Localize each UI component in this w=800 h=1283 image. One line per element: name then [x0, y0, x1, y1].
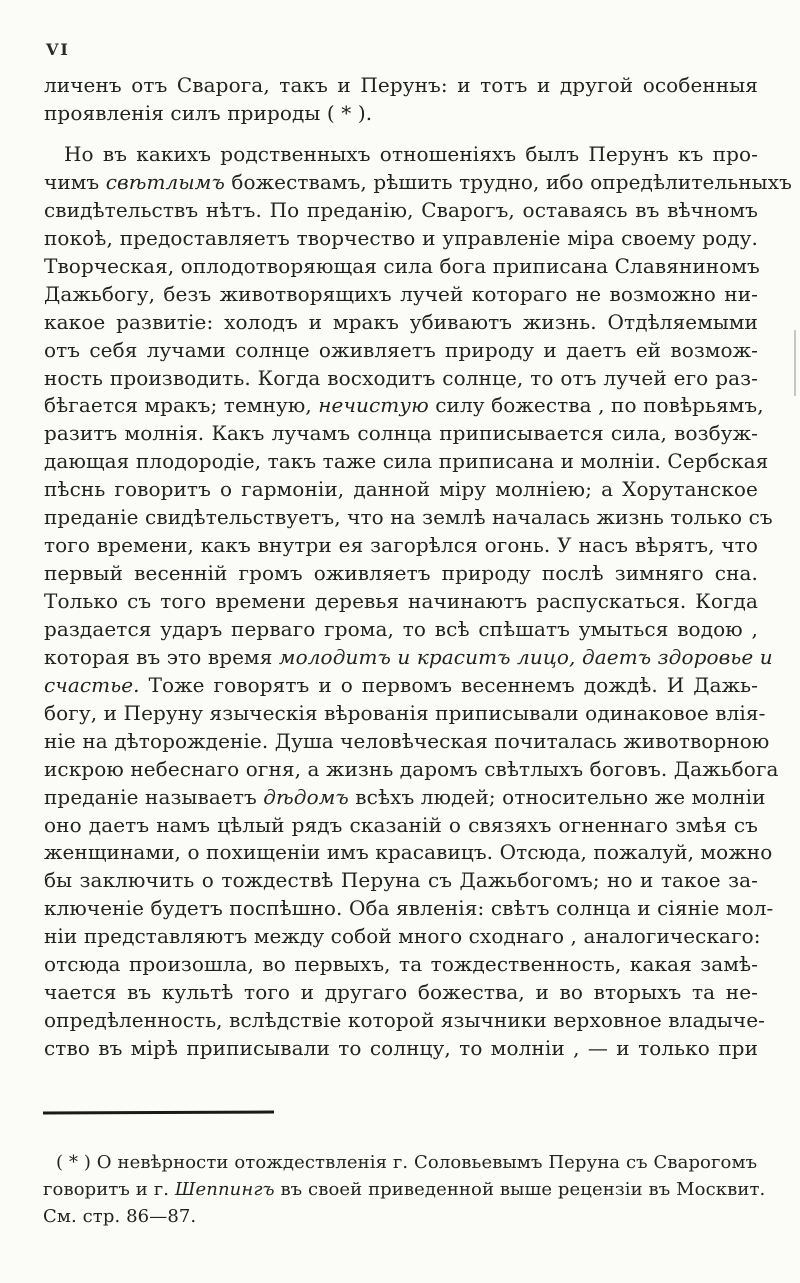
- italic-text: молодитъ и краситъ лицо, даетъ здоровье и: [278, 644, 773, 669]
- text-segment: преданіе свидѣтельствуетъ, что на землѣ началась жизнь только съ: [44, 505, 773, 530]
- footnote-divider: [43, 1110, 274, 1114]
- scan-edge-artifact: [794, 330, 796, 396]
- text-line: [44, 225, 758, 253]
- text-line: [43, 1150, 757, 1177]
- text-line: [44, 392, 764, 420]
- text-segment: божествамъ, рѣшить трудно, ибо опредѣлительныхъ: [224, 169, 792, 194]
- text-segment: говоритъ и г.: [43, 1178, 175, 1200]
- text-segment: Творческая, оплодотворяющая сила бога приписана Славяниномъ: [44, 253, 760, 278]
- paragraph-main: [44, 141, 792, 1063]
- italic-text: дѣдомъ: [263, 784, 349, 809]
- text-segment: богу, и Перуну языческія вѣрованія приписывали одинаковое влія-: [44, 700, 766, 725]
- text-segment: ство въ мірѣ приписывали то солнцу, то молніи , — и только при: [44, 1036, 758, 1060]
- text-line: [44, 141, 758, 169]
- text-segment: преданіе называетъ: [44, 784, 264, 809]
- text-segment: ( * ) О невѣрности отождествленія г. Соловьевымъ Перуна съ Сварогомъ: [56, 1152, 758, 1173]
- text-line: [44, 616, 758, 644]
- text-segment: ніи представляютъ между собой много сходнаго , аналогическаго:: [44, 924, 761, 949]
- text-segment: ніе на дѣторожденіе. Душа человѣческая почиталась животворною: [44, 728, 770, 753]
- text-line: [44, 476, 758, 504]
- text-line: [44, 812, 758, 840]
- text-line: [44, 644, 773, 672]
- text-segment: опредѣленность, вслѣдствіе которой язычники верховное владыче-: [44, 1008, 766, 1033]
- text-line: [44, 728, 770, 756]
- text-segment: личенъ отъ Сварога, такъ и Перунъ: и тотъ и другой особенныя: [44, 73, 758, 97]
- text-line: [44, 309, 758, 337]
- text-line: [44, 100, 758, 128]
- text-segment: отсюда произошла, во первыхъ, та тождественность, какая замѣ-: [44, 952, 758, 977]
- text-segment: искрою небеснаго огня, а жизнь даромъ свѣтлыхъ боговъ. Дажьбога: [44, 756, 779, 781]
- text-segment: ключеніе будетъ поспѣшно. Оба явленія: свѣтъ солнца и сіяніе мол-: [44, 896, 774, 921]
- text-line: [44, 365, 758, 393]
- footnote: [43, 1150, 766, 1230]
- text-line: [44, 197, 758, 225]
- text-segment: какое развитіе: холодъ и мракъ убиваютъ жизнь. Отдѣляемыми: [44, 309, 758, 334]
- text-segment: первый весенній громъ оживляетъ природу послѣ зимняго сна.: [44, 561, 758, 586]
- text-segment: въ своей приведенной выше рецензіи въ Москвит.: [274, 1178, 766, 1200]
- text-line: [44, 337, 758, 365]
- text-segment: бѣгается мракъ; темную,: [44, 393, 319, 418]
- text-line: [44, 784, 766, 812]
- text-segment: чается въ культѣ того и другаго божества, и во вторыхъ та не-: [44, 980, 758, 1005]
- text-line: [44, 448, 769, 476]
- text-segment: оно даетъ намъ цѣлый рядъ сказаній о связяхъ огненнаго змѣя съ: [44, 812, 758, 837]
- text-line: [44, 504, 773, 532]
- text-segment: пѣснь говоритъ о гармоніи, данной міру молніею; а Хорутанское: [44, 477, 758, 502]
- text-line: [44, 532, 758, 560]
- text-line: [44, 951, 758, 979]
- text-line: [43, 1204, 757, 1231]
- text-segment: того времени, какъ внутри ея загорѣлся огонь. У насъ вѣрятъ, что: [44, 533, 758, 558]
- italic-text: нечистую: [318, 393, 429, 418]
- italic-text: Шеппингъ: [174, 1178, 275, 1200]
- text-segment: всѣхъ людей; относительно же молніи: [348, 784, 766, 809]
- text-segment: покоѣ, предоставляетъ творчество и управленіе міра своему роду.: [44, 225, 758, 250]
- text-segment: силу божества , по повѣрьямъ,: [428, 393, 764, 418]
- text-line: [44, 839, 773, 867]
- text-segment: чимъ: [44, 169, 106, 194]
- page-number: VI: [46, 40, 70, 59]
- text-line: [44, 1035, 758, 1063]
- text-line: [44, 72, 758, 100]
- text-line: [44, 420, 758, 448]
- text-segment: отъ себя лучами солнце оживляетъ природу и даетъ ей возмож-: [44, 337, 758, 362]
- text-line: [44, 588, 758, 616]
- text-segment: дающая плодородіе, такъ таже сила приписана и молніи. Сербская: [44, 449, 769, 474]
- text-segment: ность производить. Когда восходитъ солнце, то отъ лучей его раз-: [44, 365, 758, 390]
- paragraph-continuation: [44, 72, 758, 128]
- text-line: [44, 1007, 766, 1035]
- text-segment: разитъ молнія. Какъ лучамъ солнца приписывается сила, возбуж-: [44, 421, 758, 446]
- text-line: [44, 253, 758, 281]
- text-line: [44, 169, 792, 197]
- text-line: [44, 756, 779, 784]
- text-segment: Тоже говорятъ и о первомъ весеннемъ дождѣ. И Дажь-: [139, 672, 758, 697]
- text-line: [44, 700, 766, 728]
- text-segment: свидѣтельствъ нѣтъ. По преданію, Сварогъ, оставаясь въ вѣчномъ: [44, 197, 758, 222]
- text-segment: раздается ударъ перваго грома, то всѣ спѣшатъ умыться водою ,: [44, 616, 758, 641]
- text-line: [43, 1177, 766, 1204]
- text-line: [44, 672, 758, 700]
- text-line: [44, 895, 774, 923]
- text-line: [44, 867, 758, 895]
- text-segment: которая въ это время: [44, 644, 279, 669]
- text-segment: Только съ того времени деревья начинаютъ распускаться. Когда: [44, 589, 758, 613]
- text-segment: См. стр. 86—87.: [43, 1205, 197, 1227]
- text-segment: женщинами, о похищеніи имъ красавицъ. Отсюда, пожалуй, можно: [44, 840, 773, 865]
- text-line: [44, 281, 758, 309]
- text-segment: проявленія силъ природы ( * ).: [44, 100, 373, 125]
- text-line: [44, 560, 758, 588]
- text-segment: Дажьбогу, безъ животворящихъ лучей котораго не возможно ни-: [44, 281, 758, 306]
- italic-text: счастье.: [44, 672, 140, 697]
- italic-text: свѣтлымъ: [105, 169, 225, 194]
- text-line: [44, 979, 758, 1007]
- text-segment: Но въ какихъ родственныхъ отношеніяхъ былъ Перунъ къ про-: [64, 142, 758, 166]
- text-segment: бы заключить о тождествѣ Перуна съ Дажьбогомъ; но и такое за-: [44, 868, 758, 893]
- text-line: [44, 923, 761, 951]
